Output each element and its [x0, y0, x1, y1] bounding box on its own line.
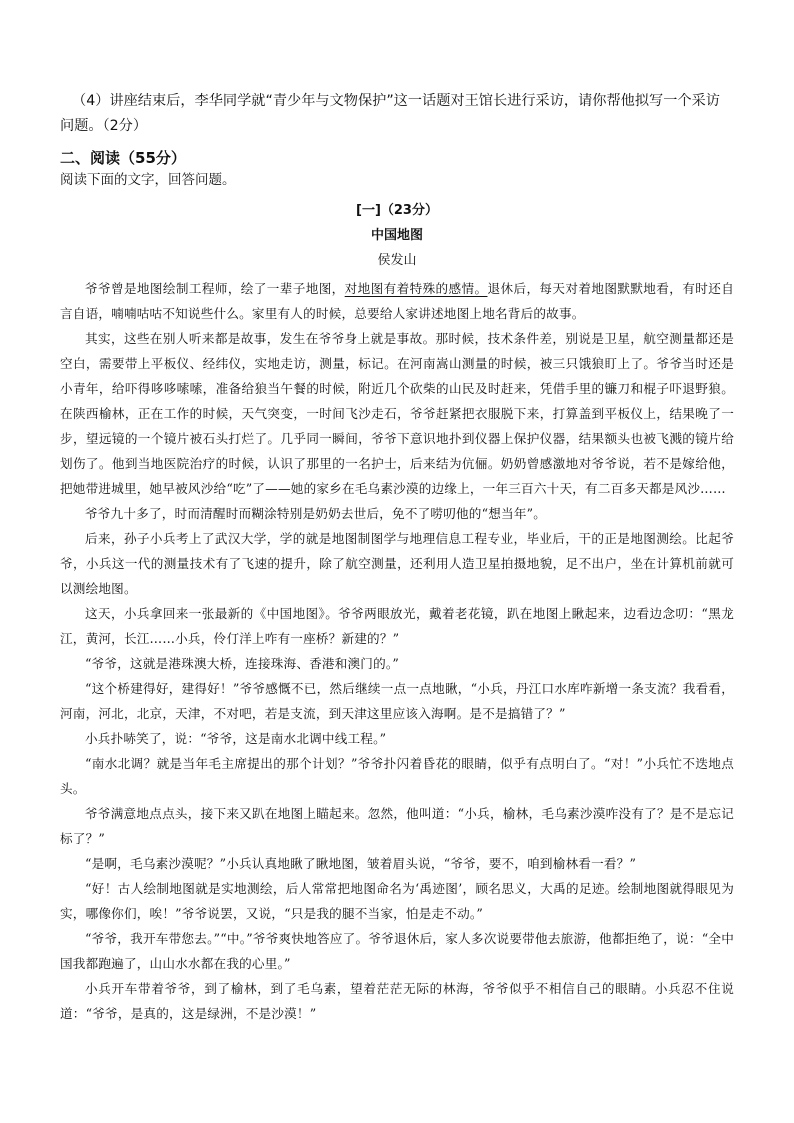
- paragraph-14: 小兵开车带着爷爷，到了榆林，到了毛乌素，望着茫茫无际的林海，爷爷似乎不相信自己的眼睛。小兵忍不住说道：“爷爷，是真的，这是绿洲，不是沙漠！”: [60, 981, 734, 1021]
- paragraph-8: 小兵扑哧笑了，说：“爷爷，这是南水北调中线工程。”: [85, 731, 387, 746]
- section-heading: 二、阅读（55分）: [60, 149, 186, 167]
- question-4: （4）讲座结束后，李华同学就“青少年与文物保护”这一话题对王馆长进行采访，请你帮他拟写一个采访问题。（2分）: [60, 93, 720, 134]
- paragraph-10: 爷爷满意地点点头，接下来又趴在地图上瞄起来。忽然，他叫道：“小兵，榆林，毛乌素沙漠咋没有了？是不是忘记标了？”: [60, 806, 734, 846]
- story-body: [60, 276, 734, 1026]
- paragraph-5: 这天，小兵拿回来一张最新的《中国地图》。爷爷两眼放光，戴着老花镜，趴在地图上瞅起来，边看边念叨：“黑龙江，黄河，长江……小兵，伶仃洋上咋有一座桥？新建的？”: [60, 606, 734, 646]
- reading-instruction: 阅读下面的文字，回答问题。: [60, 172, 236, 188]
- part-label: [一]（23分）: [356, 203, 438, 218]
- story-author: 侯发山: [377, 253, 417, 268]
- paragraph-1-start: 爷爷曾是地图绘制工程师，绘了一辈子地图，: [85, 281, 345, 296]
- paragraph-1: [60, 276, 734, 326]
- paragraph-1-rest: 退休后，每天对着地图默默地看，有时还自言自语，喃喃咕咕不知说些什么。家里有人的时候，总要给人家讲述地图上地名背后的故事。: [60, 281, 734, 321]
- paragraph-11: “是啊，毛乌素沙漠呢？”小兵认真地瞅了瞅地图，皱着眉头说，“爷爷，要不，咱到榆林看一看？”: [85, 856, 637, 871]
- paragraph-2: 其实，这些在别人听来都是故事，发生在爷爷身上就是事故。那时候，技术条件差，别说是卫星，航空测量都还是空白，需要带上平板仪、经纬仪，实地走访，测量，标记。在河南嵩山测量的时候，被三只饿狼盯上了。爷爷当时还是小青年，给吓得哆哆嗦嗦，准备给狼当午餐的时候，附近几个砍柴的山民及时赶来，凭借手里的镰刀和棍子吓退野狼。在陕西榆林，正在工作的时候，天气突变，一时间飞沙走石，爷爷赶紧把衣服脱下来，打算盖到平板仪上，结果晚了一步，望远镜的一个镜片被石头打烂了。几乎同一瞬间，爷爷下意识地扑到仪器上保护仪器，结果额头也被飞溅的镜片给划伤了。他到当地医院治疗的时候，认识了那里的一名护士，后来结为伉俪。奶奶曾感激地对爷爷说，若不是嫁给他，把她带进城里，她早被风沙给“吃”了——她的家乡在毛乌素沙漠的边缘上，一年三百六十天，有二百多天都是风沙……: [60, 331, 734, 496]
- paragraph-9: “南水北调？就是当年毛主席提出的那个计划？”爷爷扑闪着昏花的眼睛，似乎有点明白了。“对！”小兵忙不迭地点头。: [60, 756, 734, 796]
- paragraph-12: “好！古人绘制地图就是实地测绘，后人常常把地图命名为‘禹迹图’，顾名思义，大禹的足迹。绘制地图就得眼见为实，哪像你们，唉！”爷爷说罢，又说，“只是我的腿不当家，怕是走不动。”: [60, 881, 734, 921]
- paragraph-13: “爷爷，我开车带您去。”“中。”爷爷爽快地答应了。爷爷退休后，家人多次说要带他去旅游，他都拒绝了，说：“全中国我都跑遍了，山山水水都在我的心里。”: [60, 931, 734, 971]
- paragraph-6: “爷爷，这就是港珠澳大桥，连接珠海、香港和澳门的。”: [85, 656, 400, 671]
- paragraph-4: 后来，孙子小兵考上了武汉大学，学的就是地图制图学与地理信息工程专业，毕业后，干的正是地图测绘。比起爷爷，小兵这一代的测量技术有了飞速的提升，除了航空测量，还利用人造卫星拍摄地貌，足不出户，坐在计算机前就可以测绘地图。: [60, 531, 734, 596]
- story-title: 中国地图: [370, 228, 423, 243]
- underlined-phrase: 对地图有着特殊的感情。: [344, 281, 488, 296]
- paragraph-3: 爷爷九十多了，时而清醒时而糊涂特别是奶奶去世后，免不了唠叨他的“想当年”。: [85, 506, 547, 521]
- paragraph-7: “这个桥建得好，建得好！”爷爷感慨不已，然后继续一点一点地瞅，“小兵，丹江口水库咋新增一条支流？我看看，河南，河北，北京，天津，不对吧，若是支流，到天津这里应该入海啊。是不是搞错了？”: [60, 681, 734, 721]
